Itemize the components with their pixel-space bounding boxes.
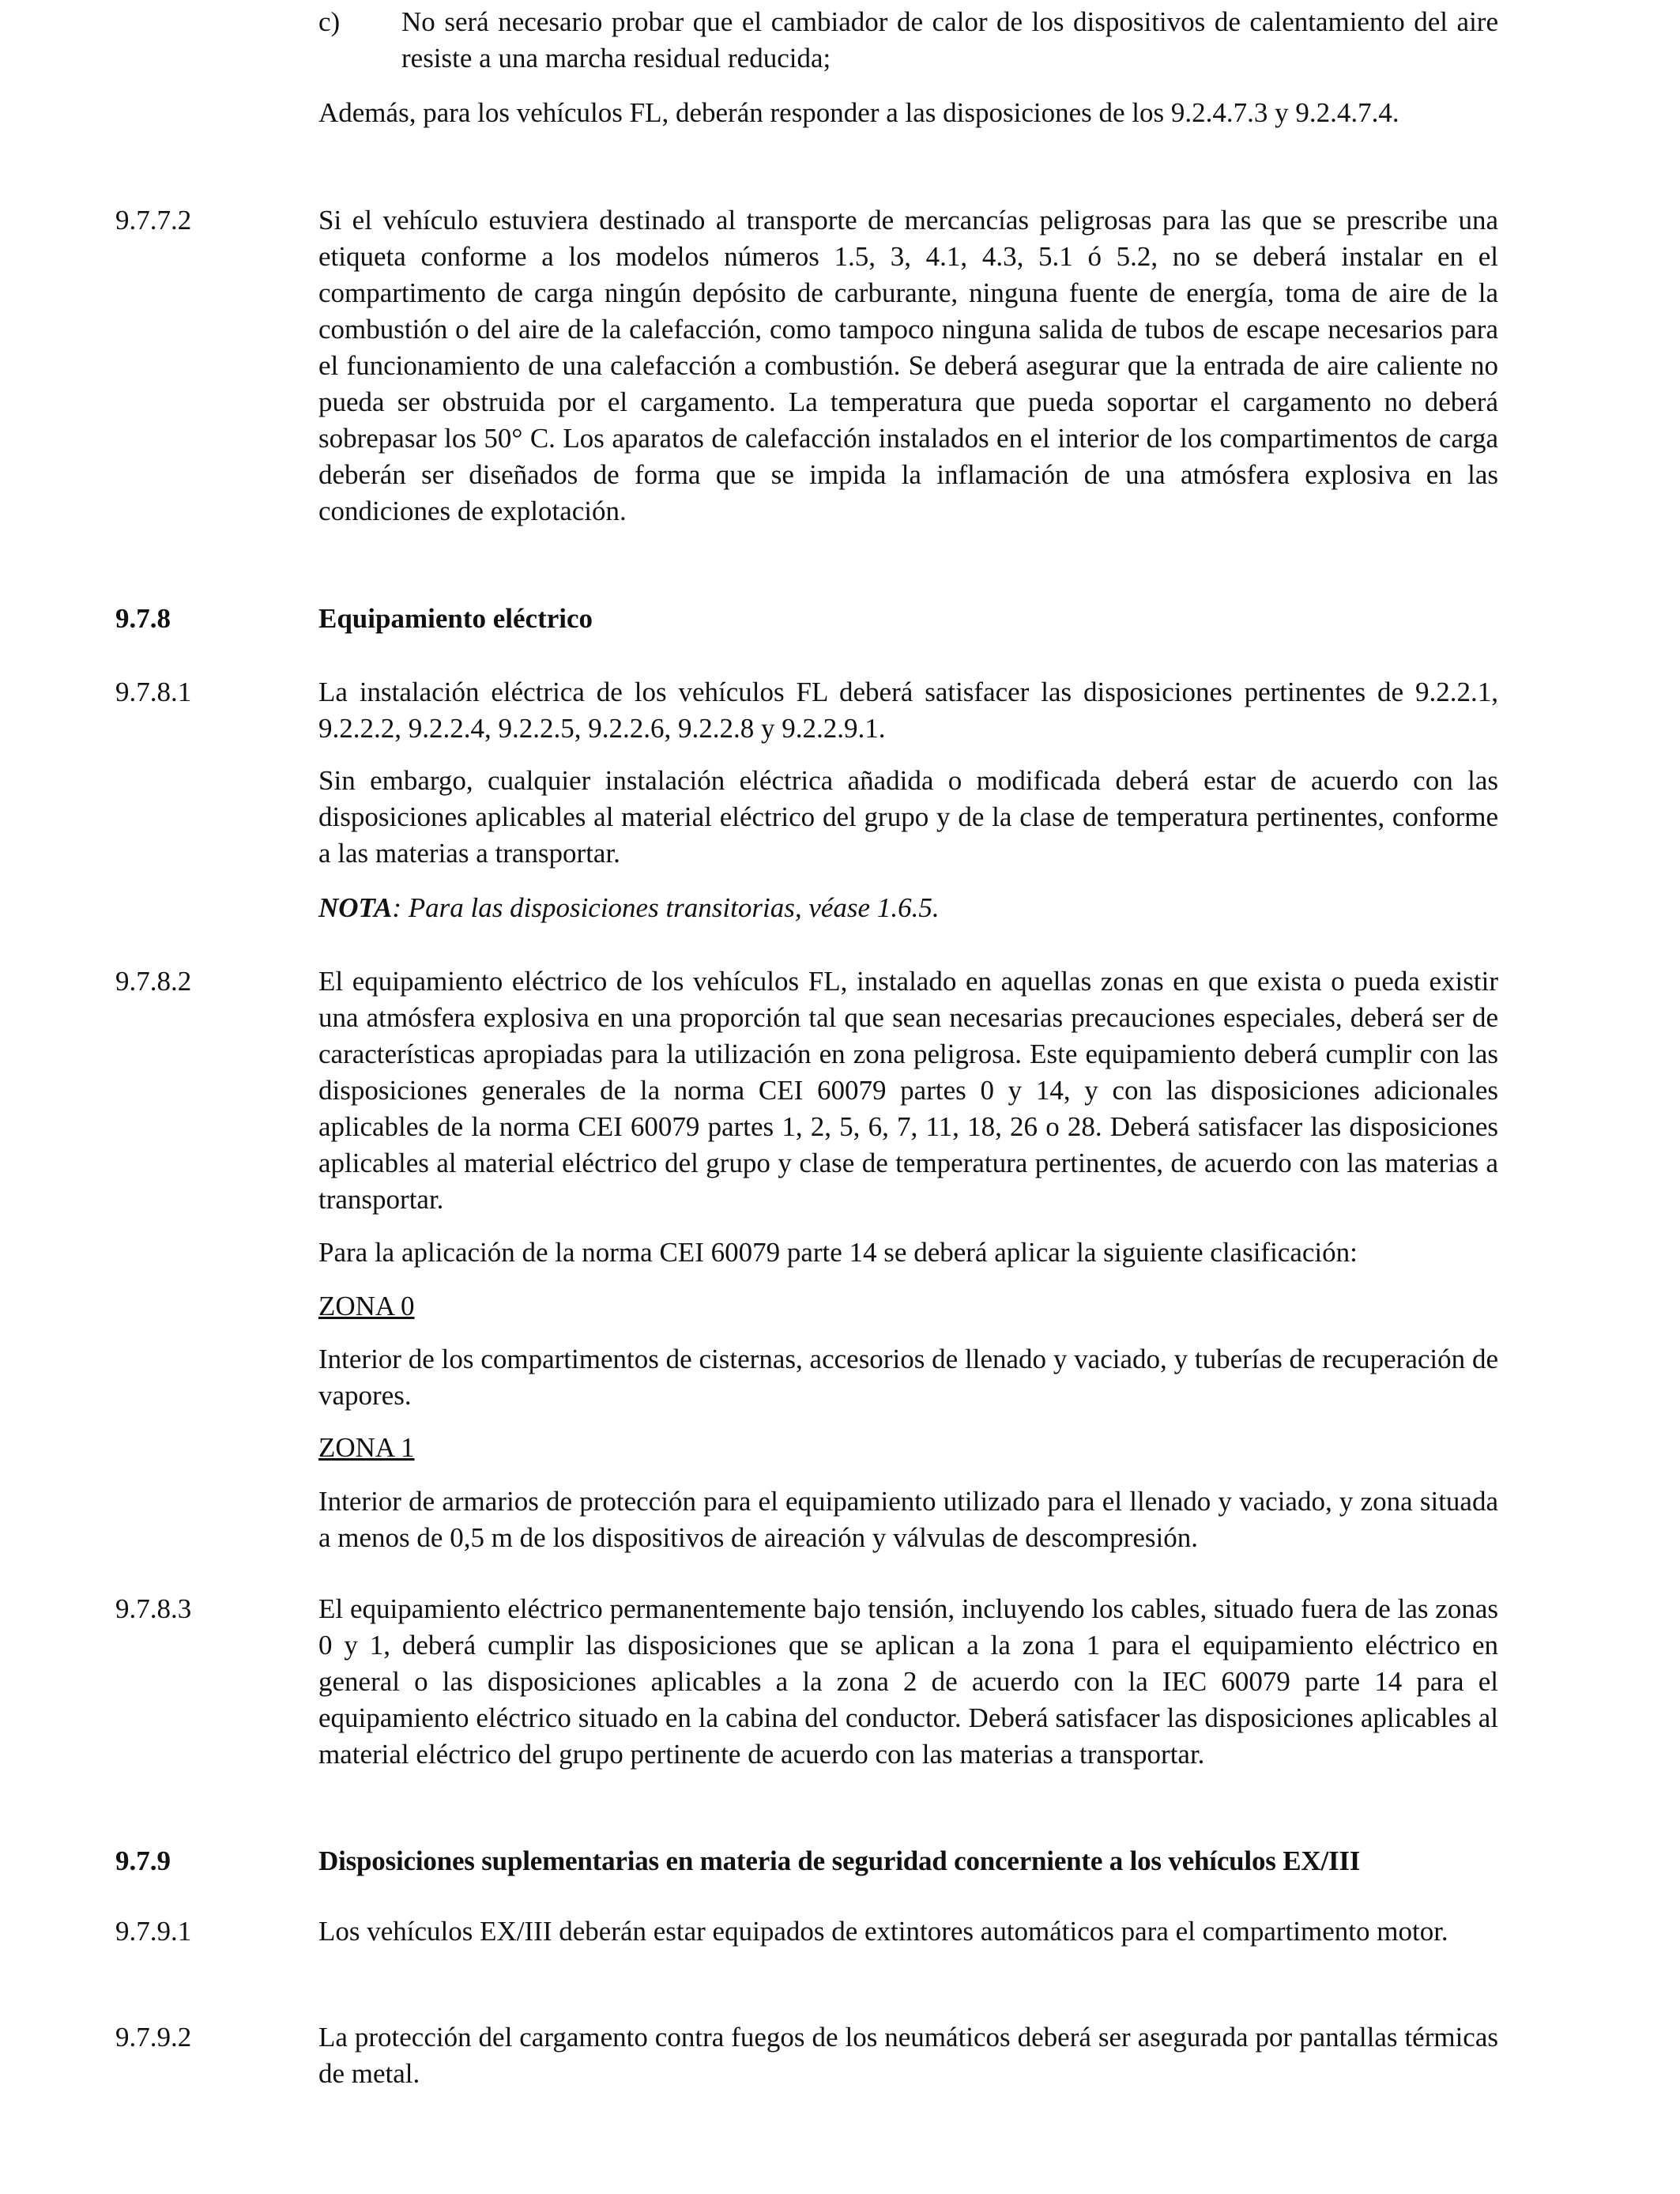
section-number: 9.7.9.2 xyxy=(115,2022,192,2053)
paragraph-text: Interior de los compartimentos de cisternas, accesorios de llenado y vaciado, y tuberías de recuperación de vapores. xyxy=(318,1344,1498,1411)
section-text: La instalación eléctrica de los vehículos FL deberá satisfacer las disposiciones pertinentes de 9.2.2.1, 9.2.2.2, 9.2.2.4, 9.2.2.5, 9.2.2.6, 9.2.2.8 y 9.2.2.9.1. xyxy=(318,677,1498,744)
note-text: : Para las disposiciones transitorias, véase 1.6.5. xyxy=(392,892,940,923)
heading-number: 9.7.8 xyxy=(115,603,171,634)
paragraph-text: Además, para los vehículos FL, deberán responder a las disposiciones de los 9.2.4.7.3 y 9.2.4.7.4. xyxy=(318,97,1399,128)
section-number: 9.7.8.1 xyxy=(115,677,192,707)
section-text: El equipamiento eléctrico de los vehículos FL, instalado en aquellas zonas en que exista o pueda existir una atmósfera explosiva en una proporción tal que sean necesarias precauciones especiales, deberá ser de características apropiadas para la utilización en zona peligrosa. Este equipamiento deberá cumplir con las disposiciones generales de la norma CEI 60079 partes 0 y 14, y con las disposiciones adicionales aplicables de la norma CEI 60079 partes 1, 2, 5, 6, 7, 11, 18, 26 o 28. Deberá satisfacer las disposiciones aplicables al material eléctrico del grupo y clase de temperatura pertinentes, de acuerdo con las materias a transportar. xyxy=(318,966,1498,1215)
list-item-letter: c) xyxy=(318,6,341,37)
heading-title: Disposiciones suplementarias en materia de seguridad concerniente a los vehículos EX/III xyxy=(318,1845,1361,1876)
section-text: Si el vehículo estuviera destinado al transporte de mercancías peligrosas para las que se prescribe una etiqueta conforme a los modelos números 1.5, 3, 4.1, 4.3, 5.1 ó 5.2, no se deberá instalar en el compartimento de carga ningún depósito de carburante, ninguna fuente de energía, toma de aire de la combustión o del aire de la calefacción, como tampoco ninguna salida de tubos de escape necesarios para el funcionamiento de una calefacción a combustión. Se deberá asegurar que la entrada de aire caliente no pueda ser obstruida por el cargamento. La temperatura que pueda soportar el cargamento no deberá sobrepasar los 50° C. Los aparatos de calefacción instalados en el interior de los compartimentos de carga deberán ser diseñados de forma que se impida la inflamación de una atmósfera explosiva en las condiciones de explotación. xyxy=(318,205,1498,526)
section-number: 9.7.8.2 xyxy=(115,966,192,997)
section-text: El equipamiento eléctrico permanentemente bajo tensión, incluyendo los cables, situado fuera de las zonas 0 y 1, deberá cumplir las disposiciones que se aplican a la zona 1 para el equipamiento eléctrico en general o las disposiciones aplicables a la zona 2 de acuerdo con la IEC 60079 parte 14 para el equipamiento eléctrico situado en la cabina del conductor. Deberá satisfacer las disposiciones aplicables al material eléctrico del grupo pertinente de acuerdo con las materias a transportar. xyxy=(318,1593,1498,1770)
heading-number: 9.7.9 xyxy=(115,1845,171,1876)
heading-title: Equipamiento eléctrico xyxy=(318,603,593,634)
section-number: 9.7.8.3 xyxy=(115,1593,192,1624)
section-text: La protección del cargamento contra fuegos de los neumáticos deberá ser asegurada por pantallas térmicas de metal. xyxy=(318,2022,1498,2089)
paragraph-text: Para la aplicación de la norma CEI 60079 parte 14 se deberá aplicar la siguiente clasificación: xyxy=(318,1237,1358,1268)
section-number: 9.7.7.2 xyxy=(115,205,192,236)
zone-label: ZONA 0 xyxy=(318,1291,415,1321)
list-item-text: No será necesario probar que el cambiador de calor de los dispositivos de calentamiento del aire resiste a una marcha residual reducida; xyxy=(401,6,1498,74)
paragraph-text: Interior de armarios de protección para el equipamiento utilizado para el llenado y vaciado, y zona situada a menos de 0,5 m de los dispositivos de aireación y válvulas de descompresión. xyxy=(318,1486,1498,1553)
note-label: NOTA xyxy=(318,892,393,923)
section-text: Los vehículos EX/III deberán estar equipados de extintores automáticos para el compartimento motor. xyxy=(318,1916,1448,1947)
section-number: 9.7.9.1 xyxy=(115,1916,192,1947)
paragraph-text: Sin embargo, cualquier instalación eléctrica añadida o modificada deberá estar de acuerdo con las disposiciones aplicables al material eléctrico del grupo y de la clase de temperatura pertinentes, conforme a las materias a transportar. xyxy=(318,765,1498,869)
zone-label: ZONA 1 xyxy=(318,1432,415,1463)
